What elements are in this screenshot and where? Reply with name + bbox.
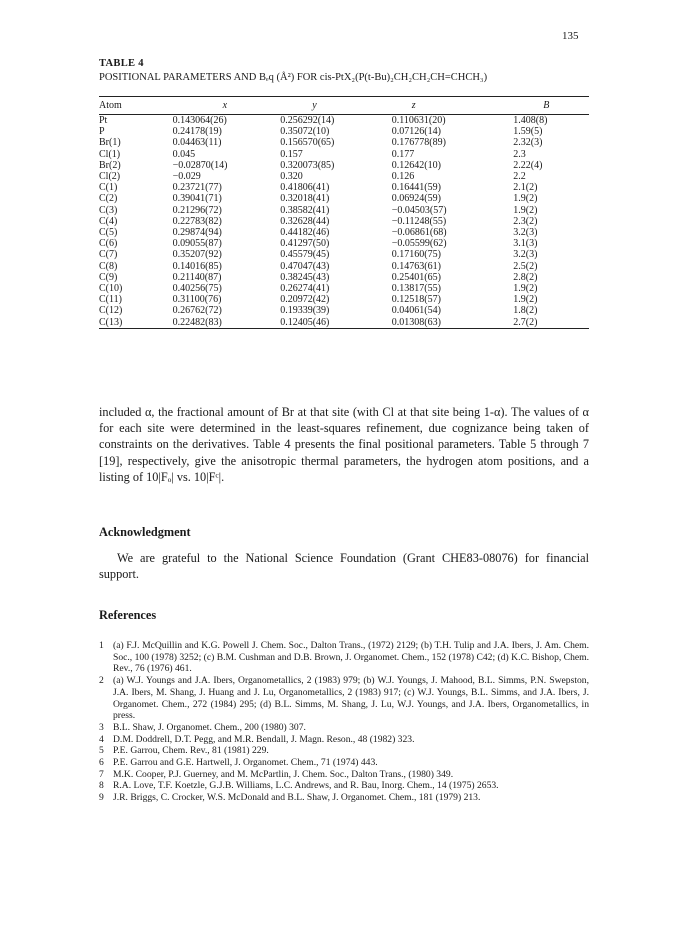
column-header-x: x	[222, 100, 228, 111]
b-cell: 2.32(3)	[513, 137, 543, 149]
positional-parameters-table	[99, 96, 589, 329]
atom-cell: C(13)	[99, 316, 123, 328]
atom-cell: C(11)	[99, 294, 122, 306]
y-cell: 0.26274(41)	[280, 283, 330, 295]
reference-text: D.M. Doddrell, D.T. Pegg, and M.R. Bendall, J. Magn. Reson., 48 (1982) 323.	[113, 733, 415, 745]
b-cell: 1.9(2)	[513, 283, 538, 295]
y-cell: 0.35072(10)	[280, 126, 330, 138]
atom-cell: Pt	[99, 115, 108, 126]
reference-number: 3	[99, 721, 104, 733]
y-cell: 0.38582(41)	[280, 204, 330, 216]
reference-number: 1	[99, 640, 104, 651]
body-paragraph-text: included α, the fractional amount of Br at that site (with Cl at that site being 1-α). The values of α for each site were determined in the least-squares refinement, due cognizance being taken of constraints on the derivatives. Table 4 presents the final positional parameters. Table 5 through 7 [19], respectively, give the anisotropic thermal parameters, the hydrogen atom positions, and a listing of 10|Fₒ| vs. 10|Fᶜ|.	[99, 405, 589, 484]
body-paragraph	[99, 404, 589, 485]
x-cell: 0.22783(82)	[172, 215, 222, 227]
table-row	[99, 305, 589, 316]
x-cell: 0.40256(75)	[172, 283, 222, 295]
acknowledgment-text: We are grateful to the National Science Foundation (Grant CHE83-08076) for financial support.	[99, 551, 589, 582]
atom-cell: Br(1)	[99, 137, 121, 149]
x-cell: 0.09055(87)	[172, 238, 222, 250]
b-cell: 1.9(2)	[513, 204, 538, 216]
b-cell: 2.7(2)	[513, 316, 538, 328]
b-cell: 3.2(3)	[513, 227, 538, 239]
b-cell: 1.8(2)	[513, 305, 538, 317]
atom-cell: Cl(2)	[99, 171, 121, 183]
y-cell: 0.45579(45)	[280, 249, 330, 261]
reference-item	[99, 780, 589, 792]
z-cell: 0.16441(59)	[391, 182, 441, 194]
references-heading: References	[99, 608, 157, 622]
acknowledgment-section	[99, 550, 589, 582]
y-cell: 0.44182(46)	[280, 227, 330, 239]
reference-item	[99, 769, 589, 781]
atom-cell: C(4)	[99, 215, 118, 227]
x-cell: 0.14016(85)	[172, 260, 222, 272]
table-row	[99, 272, 589, 283]
y-cell: 0.41297(50)	[280, 238, 330, 250]
z-cell: 0.12518(57)	[391, 294, 441, 306]
x-cell: 0.21140(87)	[172, 271, 222, 283]
table-row	[99, 115, 589, 127]
table-row	[99, 182, 589, 193]
y-cell: 0.41806(41)	[280, 182, 330, 194]
atom-cell: C(9)	[99, 271, 118, 283]
y-cell: 0.256292(14)	[280, 115, 335, 126]
b-cell: 2.22(4)	[513, 159, 543, 171]
z-cell: 0.01308(63)	[391, 316, 441, 328]
table-row	[99, 238, 589, 249]
reference-text: M.K. Cooper, P.J. Guerney, and M. McPartlin, J. Chem. Soc., Dalton Trans., (1980) 349.	[113, 768, 454, 780]
x-cell: 0.39041(71)	[172, 193, 222, 205]
atom-cell: C(1)	[99, 182, 118, 194]
b-cell: 1.59(5)	[513, 126, 543, 138]
x-cell: 0.23721(77)	[172, 182, 222, 194]
column-header-atom: Atom	[99, 100, 122, 111]
y-cell: 0.12405(46)	[280, 316, 330, 328]
z-cell: 0.176778(89)	[391, 137, 446, 149]
z-cell: −0.06861(68)	[391, 227, 447, 239]
atom-cell: C(10)	[99, 283, 123, 295]
atom-cell: P	[99, 126, 105, 138]
atom-cell: C(12)	[99, 305, 123, 317]
b-cell: 1.408(8)	[513, 115, 548, 126]
b-cell: 1.9(2)	[513, 193, 538, 205]
z-cell: 0.07126(14)	[391, 126, 441, 138]
z-cell: 0.12642(10)	[391, 159, 441, 171]
b-cell: 2.8(2)	[513, 271, 538, 283]
reference-number: 9	[99, 792, 104, 804]
b-cell: 2.3	[513, 148, 526, 160]
atom-cell: C(8)	[99, 260, 118, 272]
atom-cell: Cl(1)	[99, 148, 121, 160]
atom-cell: Br(2)	[99, 159, 121, 171]
atom-cell: C(3)	[99, 204, 118, 216]
z-cell: 0.110631(20)	[391, 115, 446, 126]
reference-item	[99, 792, 589, 804]
reference-text: (a) F.J. McQuillin and K.G. Powell J. Chem. Soc., Dalton Trans., (1972) 2129; (b) T.H. Tulip and J.A. Ibers, J. Am. Chem. Soc., 100 (1978) 3252; (c) B.M. Cushman and D.B. Brown, J. Organomet. Chem., 152 (1978) C42; (d) K.C. Bishop, Chem. Rev., 76 (1976) 461.	[113, 640, 589, 675]
b-cell: 2.1(2)	[513, 182, 538, 194]
z-cell: 0.06924(59)	[391, 193, 441, 205]
z-cell: −0.04503(57)	[391, 204, 447, 216]
atom-cell: C(6)	[99, 238, 118, 250]
z-cell: −0.05599(62)	[391, 238, 447, 250]
table-row	[99, 126, 589, 137]
z-cell: 0.126	[391, 171, 415, 183]
z-cell: 0.14763(61)	[391, 260, 441, 272]
reference-item	[99, 757, 589, 769]
atom-cell: C(2)	[99, 193, 118, 205]
reference-item	[99, 734, 589, 746]
table-row	[99, 171, 589, 182]
x-cell: −0.029	[172, 171, 201, 183]
reference-text: B.L. Shaw, J. Organomet. Chem., 200 (1980) 307.	[113, 721, 306, 733]
table-header-row	[99, 97, 589, 115]
reference-number: 4	[99, 733, 104, 745]
y-cell: 0.320073(85)	[280, 159, 335, 171]
b-cell: 1.9(2)	[513, 294, 538, 306]
reference-text: J.R. Briggs, C. Crocker, W.S. McDonald and B.L. Shaw, J. Organomet. Chem., 181 (1979) 213.	[113, 792, 481, 804]
x-cell: 0.22482(83)	[172, 316, 222, 328]
column-header-z: z	[411, 100, 416, 111]
column-header-y: y	[312, 100, 317, 111]
reference-number: 2	[99, 675, 104, 687]
y-cell: 0.157	[280, 148, 303, 160]
x-cell: 0.29874(94)	[172, 227, 222, 239]
z-cell: 0.177	[391, 148, 415, 160]
references-list	[99, 640, 589, 804]
table-row	[99, 227, 589, 238]
x-cell: 0.26762(72)	[172, 305, 222, 317]
b-cell: 3.1(3)	[513, 238, 538, 250]
atom-cell: C(5)	[99, 227, 118, 239]
y-cell: 0.32018(41)	[280, 193, 330, 205]
y-cell: 0.320	[280, 171, 303, 183]
reference-text: P.E. Garrou and G.E. Hartwell, J. Organomet. Chem., 71 (1974) 443.	[113, 757, 378, 769]
b-cell: 3.2(3)	[513, 249, 538, 261]
x-cell: 0.21296(72)	[172, 204, 222, 216]
table-row	[99, 160, 589, 171]
table-row	[99, 193, 589, 204]
y-cell: 0.38245(43)	[280, 271, 330, 283]
table-row	[99, 137, 589, 148]
z-cell: 0.13817(55)	[391, 283, 441, 295]
table-row	[99, 283, 589, 294]
table-row	[99, 216, 589, 227]
x-cell: 0.04463(11)	[172, 137, 222, 149]
table-body	[99, 115, 589, 329]
page-number: 135	[562, 30, 579, 42]
reference-item	[99, 640, 589, 675]
x-cell: 0.35207(92)	[172, 249, 222, 261]
x-cell: 0.143064(26)	[172, 115, 227, 126]
b-cell: 2.2	[513, 171, 526, 183]
table-row	[99, 294, 589, 305]
b-cell: 2.3(2)	[513, 215, 538, 227]
y-cell: 0.19339(39)	[280, 305, 330, 317]
x-cell: 0.045	[172, 148, 196, 160]
table-row	[99, 149, 589, 160]
column-header-b: B	[543, 100, 550, 111]
table-label: TABLE 4	[99, 58, 144, 69]
reference-number: 8	[99, 780, 104, 792]
reference-number: 7	[99, 768, 104, 780]
y-cell: 0.47047(43)	[280, 260, 330, 272]
atom-cell: C(7)	[99, 249, 118, 261]
x-cell: 0.24178(19)	[172, 126, 222, 138]
x-cell: 0.31100(76)	[172, 294, 222, 306]
y-cell: 0.20972(42)	[280, 294, 330, 306]
z-cell: 0.04061(54)	[391, 305, 441, 317]
reference-item	[99, 675, 589, 722]
reference-number: 6	[99, 757, 104, 769]
z-cell: 0.17160(75)	[391, 249, 441, 261]
reference-number: 5	[99, 745, 104, 757]
z-cell: −0.11248(55)	[391, 215, 447, 227]
reference-text: R.A. Love, T.F. Koetzle, G.J.B. Williams, L.C. Andrews, and R. Bau, Inorg. Chem., 14 (1975) 2653.	[113, 780, 499, 792]
table-row	[99, 317, 589, 329]
table-row	[99, 261, 589, 272]
reference-text: (a) W.J. Youngs and J.A. Ibers, Organometallics, 2 (1983) 979; (b) W.J. Youngs, J. Mahood, B.L. Simms, P.N. Swepston, J.A. Ibers, M. Shang, J. Huang and J. Lu, Organometallics, 2 (1983) 917; (c) W.J. Youngs, B.L. Simms, and J.A. Ibers, J. Organomet. Chem., 272 (1984) 295; (d) B.L. Simms, M. Shang, J. Lu, W.J. Youngs, and J.A. Ibers, Organometallics, in press.	[113, 675, 589, 722]
table-row	[99, 205, 589, 216]
reference-item	[99, 722, 589, 734]
x-cell: −0.02870(14)	[172, 159, 228, 171]
acknowledgment-heading: Acknowledgment	[99, 525, 191, 539]
y-cell: 0.32628(44)	[280, 215, 330, 227]
reference-item	[99, 745, 589, 757]
b-cell: 2.5(2)	[513, 260, 538, 272]
y-cell: 0.156570(65)	[280, 137, 335, 149]
table-row	[99, 249, 589, 260]
reference-text: P.E. Garrou, Chem. Rev., 81 (1981) 229.	[113, 745, 269, 757]
table-caption	[99, 58, 589, 83]
z-cell: 0.25401(65)	[391, 271, 441, 283]
table-title: POSITIONAL PARAMETERS AND Bₑq (Å²) FOR cis-PtX₂(P(t-Bu)₂CH₂CH₂CH=CHCH₃)	[99, 72, 488, 83]
